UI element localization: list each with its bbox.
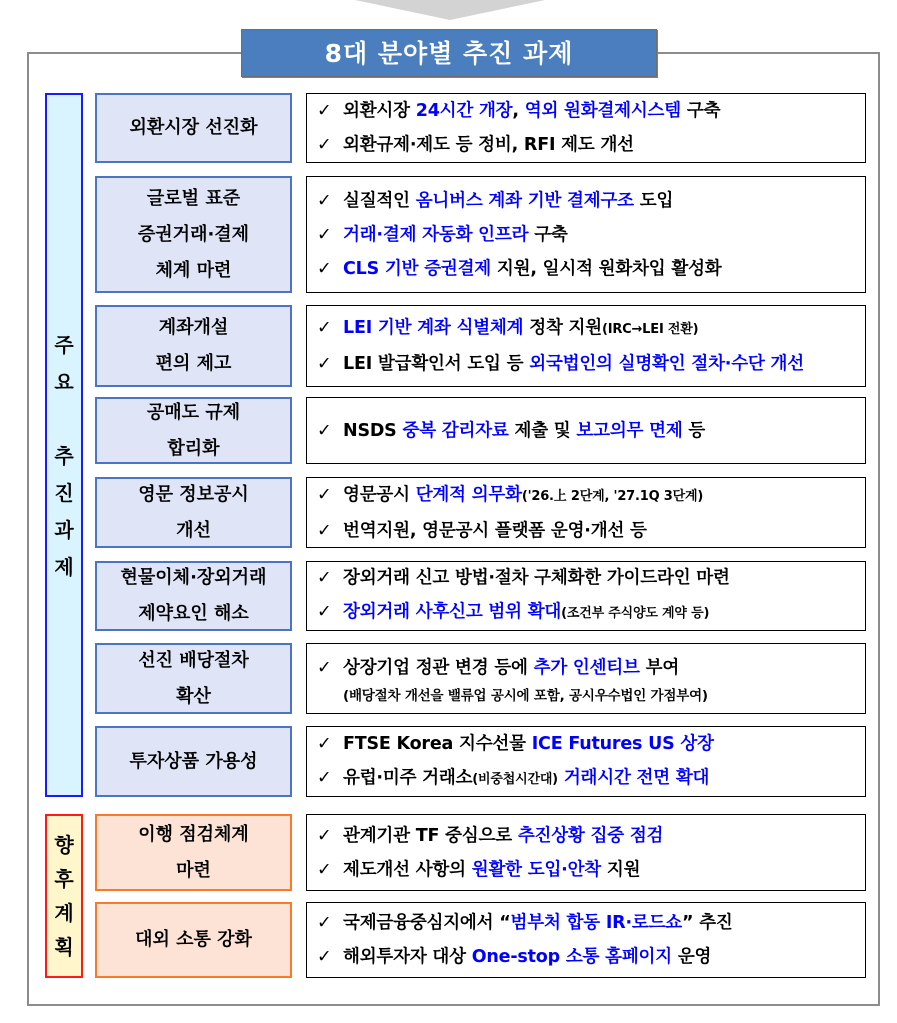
- item-text: (IRC→LEI 전환): [601, 322, 699, 337]
- check-icon: ✓: [317, 859, 332, 880]
- task-category-text: 증권거래·결제: [137, 223, 250, 245]
- group-char: 후: [54, 867, 74, 891]
- item-text: 제도개선 사항의: [343, 859, 472, 880]
- task-category-text: 개선: [176, 519, 211, 541]
- task-item: [317, 651, 865, 685]
- check-icon: ✓: [317, 825, 332, 846]
- group-char: 제: [54, 555, 74, 579]
- task-category-text: 이행 점검체계: [138, 823, 249, 845]
- task-details-box: [306, 397, 866, 464]
- group-label-main-tasks: [45, 93, 83, 797]
- check-icon: ✓: [317, 913, 332, 933]
- item-text: 지원, 일시적 원화차입 활성화: [491, 258, 722, 279]
- item-text: 국제금융중심지에서 “: [343, 913, 511, 933]
- item-text: 지원: [601, 859, 641, 880]
- task-category-label: [95, 814, 292, 891]
- task-category-text: 편의 제고: [155, 353, 232, 374]
- group-label-future-plans: [45, 814, 83, 978]
- task-category-label: [95, 93, 292, 163]
- item-text: 운영: [671, 947, 712, 967]
- task-category-text: 계좌개설: [158, 317, 229, 338]
- task-item: [317, 727, 865, 761]
- group-char: 과: [54, 518, 74, 542]
- highlight-text: 보고의무 면제: [576, 420, 683, 441]
- highlight-text: 단계적 의무화: [415, 484, 522, 505]
- check-icon: ✓: [317, 354, 332, 374]
- down-arrow-icon: [355, 0, 545, 20]
- item-text: 제출 및: [508, 420, 577, 441]
- task-item: [317, 761, 865, 797]
- task-details-box: [306, 643, 866, 714]
- task-item: [317, 906, 865, 940]
- task-category-text: 글로벌 표준: [146, 187, 241, 209]
- highlight-text: LEI 기반 계좌 식별체계: [343, 318, 524, 338]
- task-category-label: [95, 726, 292, 797]
- check-icon: ✓: [317, 318, 332, 338]
- task-category-label: [95, 176, 292, 293]
- task-item: [317, 218, 865, 252]
- highlight-text: 옴니버스 계좌 기반 결제구조: [415, 190, 634, 211]
- task-item: [317, 561, 865, 595]
- item-text: ('26.上 2단계, '27.1Q 3단계): [521, 488, 704, 504]
- item-text: 번역지원, 영문공시 플랫폼 운영·개선 등: [343, 520, 647, 541]
- task-item: [317, 252, 865, 286]
- highlight-text: 원활한 도입·안착: [471, 859, 602, 880]
- task-category-text: 대외 소통 강화: [135, 929, 252, 950]
- item-text: 해외투자자 대상: [343, 947, 472, 967]
- item-text: 구축: [680, 101, 721, 121]
- task-category-label: [95, 561, 292, 631]
- group-char: 추: [54, 444, 74, 468]
- item-text: 장외거래 신고 방법·절차 구체화한 가이드라인 마련: [343, 568, 730, 588]
- task-item: [317, 514, 865, 548]
- task-details-box: [306, 477, 866, 548]
- check-icon: ✓: [317, 767, 332, 788]
- task-item: [317, 819, 865, 853]
- task-category-text: 영문 정보공시: [138, 483, 249, 505]
- check-icon: ✓: [317, 135, 332, 155]
- group-char: 요: [54, 370, 74, 394]
- task-category-label: [95, 477, 292, 548]
- check-icon: ✓: [317, 190, 332, 211]
- highlight-text: 거래시간 전면 확대: [563, 767, 710, 788]
- task-item: [317, 184, 865, 218]
- item-text: (조건부 주식양도 계약 등): [561, 606, 710, 621]
- group-char: 진: [54, 481, 74, 505]
- highlight-text: 범부처 합동 IR·로드쇼: [510, 913, 683, 933]
- group-char: 획: [54, 935, 74, 959]
- task-details-box: [306, 902, 866, 978]
- task-item: [317, 414, 865, 448]
- task-category-label: [95, 643, 292, 714]
- task-item: [317, 940, 865, 974]
- task-category-text: 합리화: [167, 437, 220, 459]
- highlight-text: CLS 기반 증권결제: [343, 258, 492, 279]
- item-text: LEI 발급확인서 도입 등: [343, 354, 530, 374]
- task-details-box: [306, 814, 866, 891]
- item-text: 부여: [639, 657, 680, 678]
- item-text: 실질적인: [343, 190, 416, 211]
- item-text: ,: [512, 101, 525, 121]
- item-text: 구축: [528, 224, 568, 245]
- highlight-text: 역외 원화결제시스템: [524, 101, 681, 121]
- task-category-text: 마련: [176, 859, 211, 881]
- group-char: 계: [54, 901, 74, 925]
- item-text: 영문공시: [343, 484, 416, 505]
- check-icon: ✓: [317, 484, 332, 505]
- highlight-text: ICE Futures US 상장: [531, 733, 714, 754]
- task-category-text: 투자상품 가용성: [129, 750, 258, 772]
- task-category-text: 체계 마련: [155, 259, 232, 281]
- task-category-text: 현물이체·장외거래: [120, 567, 267, 588]
- check-icon: ✓: [317, 602, 332, 622]
- check-icon: ✓: [317, 224, 332, 245]
- task-category-text: 공매도 규제: [146, 401, 241, 423]
- highlight-text: One-stop 소통 홈페이지: [471, 947, 672, 967]
- check-icon: ✓: [317, 568, 332, 588]
- item-text: FTSE Korea 지수선물: [343, 733, 532, 754]
- group-char: 주: [54, 333, 74, 357]
- highlight-text: 중복 감리자료: [402, 420, 509, 441]
- check-icon: ✓: [317, 420, 332, 441]
- check-icon: ✓: [317, 733, 332, 754]
- check-icon: ✓: [317, 520, 332, 541]
- task-category-text: 확산: [176, 685, 211, 707]
- task-item: [317, 311, 865, 347]
- item-text: 도입: [633, 190, 674, 211]
- item-text: NSDS: [343, 420, 403, 441]
- task-details-box: [306, 305, 866, 387]
- check-icon: ✓: [317, 947, 332, 967]
- task-item: [317, 853, 865, 887]
- page-title: 8대 분야별 추진 과제: [241, 29, 657, 77]
- task-item: [317, 595, 865, 631]
- item-text: 외환시장: [343, 101, 416, 121]
- item-text: ” 추진: [682, 913, 733, 933]
- task-category-label: [95, 902, 292, 978]
- check-icon: ✓: [317, 657, 332, 678]
- task-category-text: 외환시장 선진화: [129, 117, 258, 138]
- task-details-box: [306, 726, 866, 797]
- highlight-text: 장외거래 사후신고 범위 확대: [343, 602, 562, 622]
- item-text: 등: [682, 420, 706, 441]
- highlight-text: 24시간 개장: [415, 101, 513, 121]
- highlight-text: 추가 인센티브: [533, 657, 640, 678]
- item-text: 상장기업 정관 변경 등에: [343, 657, 534, 678]
- task-details-box: [306, 561, 866, 631]
- item-text: 유럽·미주 거래소: [343, 767, 473, 788]
- check-icon: ✓: [317, 258, 332, 279]
- task-item: [317, 128, 865, 162]
- task-item: [317, 94, 865, 128]
- highlight-text: 외국법인의 실명확인 절차·수단 개선: [529, 354, 804, 374]
- item-text: 정착 지원: [523, 318, 602, 338]
- group-char: 향: [54, 833, 74, 857]
- item-text: 외환규제·제도 등 정비, RFI 제도 개선: [343, 135, 634, 155]
- check-icon: ✓: [317, 101, 332, 121]
- task-category-text: 제약요인 해소: [138, 603, 249, 624]
- task-item: [317, 347, 865, 381]
- highlight-text: 추진상황 집중 점검: [517, 825, 664, 846]
- task-item: [317, 478, 865, 514]
- task-details-box: [306, 176, 866, 293]
- highlight-text: 거래·결제 자동화 인프라: [343, 224, 529, 245]
- task-category-label: [95, 397, 292, 464]
- task-category-text: 선진 배당절차: [138, 649, 249, 671]
- task-details-box: [306, 93, 866, 163]
- item-text: (비중첩시간대): [472, 771, 558, 787]
- item-text: 관계기관 TF 중심으로: [343, 825, 518, 846]
- task-item-note: (배당절차 개선을 밸류업 공시에 포함, 공시우수법인 가점부여): [343, 687, 708, 704]
- task-category-label: [95, 305, 292, 387]
